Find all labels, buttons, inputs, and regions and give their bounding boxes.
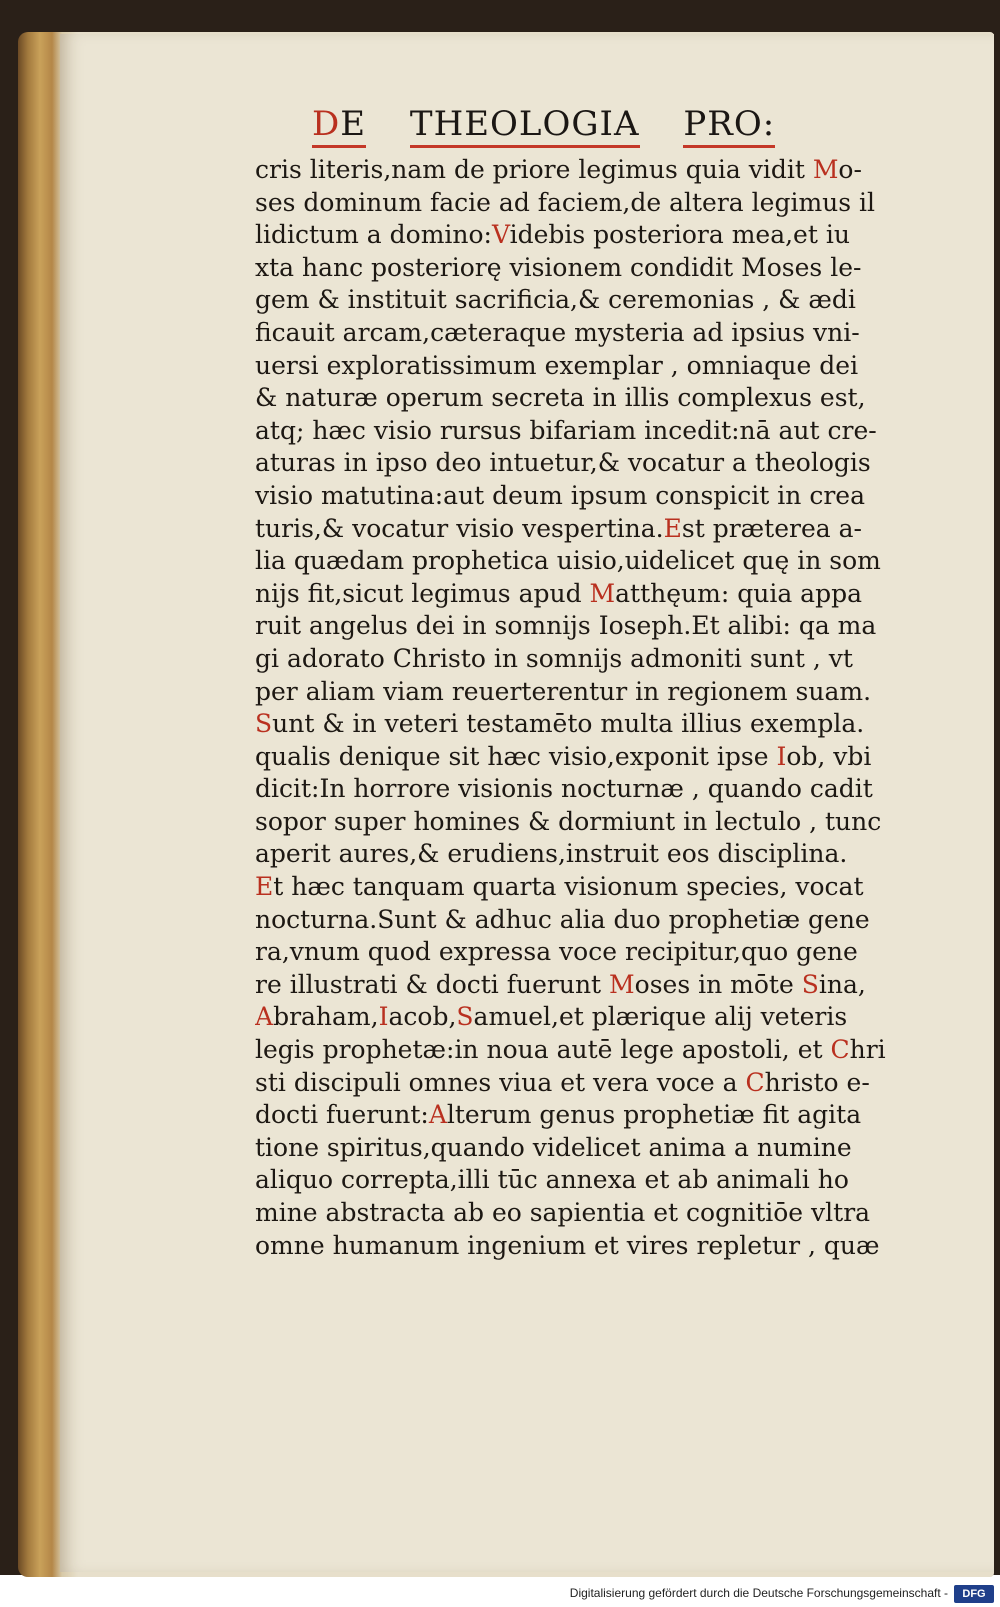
text-line: [255, 187, 955, 220]
text-segment: legis prophetæ:in noua autē lege apostoli, et: [255, 1035, 831, 1065]
text-segment: turis,& vocatur visio vespertina.: [255, 513, 664, 543]
text-line: [255, 741, 955, 774]
text-segment: hristo e-: [764, 1067, 870, 1097]
text-segment: gi adorato Christo in somnijs admoniti sunt , vt: [255, 643, 853, 673]
text-line: [255, 219, 955, 252]
body-text: [255, 154, 955, 1262]
text-segment: xta hanc posteriorę visionem condidit Moses le-: [255, 252, 862, 282]
text-segment: aperit aures,& erudiens,instruit eos disciplina.: [255, 839, 848, 869]
rubricated-initial: E: [255, 872, 274, 902]
rubricated-initial: I: [378, 1002, 389, 1032]
text-line: [255, 1164, 955, 1197]
text-segment: tione spiritus,quando videlicet anima a numine: [255, 1132, 852, 1162]
text-line: [255, 415, 955, 448]
rubricated-initial: I: [776, 741, 787, 771]
text-segment: & naturæ operum secreta in illis complexus est,: [255, 383, 866, 413]
text-segment: gem & instituit sacrificia,& ceremonias , & ædi: [255, 285, 856, 315]
text-line: [255, 513, 955, 546]
text-line: [255, 936, 955, 969]
text-segment: st præterea a-: [681, 513, 862, 543]
text-segment: atthęum: quia appa: [615, 578, 862, 608]
text-segment: ra,vnum quod expressa voce recipitur,quo gene: [255, 937, 858, 967]
text-segment: lterum genus prophetiæ fit agita: [446, 1100, 862, 1130]
text-line: [255, 350, 955, 383]
text-segment: dicit:In horrore visionis nocturnæ , quando cadit: [255, 774, 873, 804]
text-line: [255, 1099, 955, 1132]
running-head-word-3: PRO:: [683, 104, 776, 144]
text-line: [255, 545, 955, 578]
text-segment: unt & in veteri testamēto multa illius exempla.: [272, 709, 865, 739]
text-line: [255, 1034, 955, 1067]
text-line: [255, 480, 955, 513]
footer-bar: [0, 1583, 1000, 1607]
running-head: [312, 104, 912, 148]
text-segment: lia quædam prophetica uisio,uidelicet quę in som: [255, 546, 881, 576]
text-line: [255, 1230, 955, 1263]
text-segment: ob, vbi: [786, 741, 872, 771]
running-head-word-2: THEOLOGIA: [409, 104, 640, 144]
text-line: [255, 1067, 955, 1100]
text-segment: qualis denique sit hæc visio,exponit ipse: [255, 741, 777, 771]
text-segment: ses dominum facie ad faciem,de altera legimus il: [255, 187, 876, 217]
rubricated-initial: S: [255, 709, 273, 739]
rubricated-initial: A: [255, 1002, 274, 1032]
rubricated-initial: E: [663, 513, 682, 543]
text-segment: re illustrati & docti fuerunt: [255, 969, 610, 999]
text-segment: braham,: [273, 1002, 379, 1032]
text-segment: t hæc tanquam quarta visionum species, vocat: [273, 872, 864, 902]
running-head-initial: D: [312, 104, 341, 144]
rubricated-initial: V: [491, 220, 510, 250]
text-segment: sopor super homines & dormiunt in lectulo , tunc: [255, 806, 882, 836]
text-segment: atq; hæc visio rursus bifariam incedit:nā aut cre-: [255, 415, 877, 445]
text-line: [255, 806, 955, 839]
text-line: [255, 578, 955, 611]
text-segment: omne humanum ingenium et vires repletur , quæ: [255, 1230, 880, 1260]
text-segment: aliquo correpta,illi tūc annexa et ab animali ho: [255, 1165, 849, 1195]
text-line: [255, 969, 955, 1002]
text-segment: amuel,et plærique alij veteris: [473, 1002, 848, 1032]
text-segment: docti fuerunt:: [255, 1100, 429, 1130]
text-segment: idebis posteriora mea,et iu: [509, 220, 850, 250]
text-segment: aturas in ipso deo intuetur,& vocatur a theologis: [255, 448, 871, 478]
rubricated-initial: A: [428, 1100, 447, 1130]
rubricated-initial: M: [812, 155, 839, 184]
text-segment: uersi exploratissimum exemplar , omniaque dei: [255, 350, 859, 380]
text-segment: cris literis,nam de priore legimus quia vidit: [255, 155, 813, 184]
running-head-word-1-rest: E: [340, 104, 367, 144]
rubricated-initial: M: [609, 969, 635, 999]
text-line: [255, 284, 955, 317]
text-segment: acob,: [388, 1002, 457, 1032]
text-segment: nocturna.Sunt & adhuc alia duo prophetiæ gene: [255, 904, 870, 934]
text-line: [255, 1132, 955, 1165]
rubricated-initial: C: [830, 1035, 850, 1065]
text-line: [255, 871, 955, 904]
text-segment: hri: [849, 1035, 886, 1065]
text-segment: o-: [838, 155, 862, 184]
footer-credit: Digitalisierung gefördert durch die Deutsche Forschungsgemeinschaft -: [569, 1586, 948, 1600]
rubricated-initial: C: [745, 1067, 765, 1097]
text-line: [255, 904, 955, 937]
text-line: [255, 382, 955, 415]
text-line: [255, 252, 955, 285]
text-line: [255, 643, 955, 676]
rubricated-initial: S: [801, 969, 819, 999]
text-line: [255, 610, 955, 643]
text-line: [255, 447, 955, 480]
text-line: [255, 317, 955, 350]
text-segment: ficauit arcam,cæteraque mysteria ad ipsius vni-: [255, 317, 860, 347]
running-head-word-1: [312, 104, 366, 144]
rubricated-initial: S: [456, 1002, 474, 1032]
text-line: [255, 154, 955, 187]
text-segment: per aliam viam reuerterentur in regionem suam.: [255, 676, 872, 706]
text-segment: oses in mōte: [634, 969, 802, 999]
text-line: [255, 838, 955, 871]
text-line: [255, 676, 955, 709]
dfg-logo: DFG: [954, 1585, 994, 1603]
text-line: [255, 708, 955, 741]
text-segment: mine abstracta ab eo sapientia et cognitiōe vltra: [255, 1198, 871, 1227]
text-segment: lidictum a domino:: [255, 220, 492, 250]
text-segment: ruit angelus dei in somnijs Ioseph.Et alibi: qa ma: [255, 611, 877, 641]
text-segment: ina,: [818, 969, 866, 999]
text-segment: nijs fit,sicut legimus apud: [255, 578, 590, 608]
text-segment: visio matutina:aut deum ipsum conspicit in crea: [255, 480, 865, 510]
text-segment: sti discipuli omnes viua et vera voce a: [255, 1067, 746, 1097]
text-line: [255, 1001, 955, 1034]
text-line: [255, 773, 955, 806]
text-line: [255, 1197, 955, 1230]
rubricated-initial: M: [589, 578, 616, 608]
